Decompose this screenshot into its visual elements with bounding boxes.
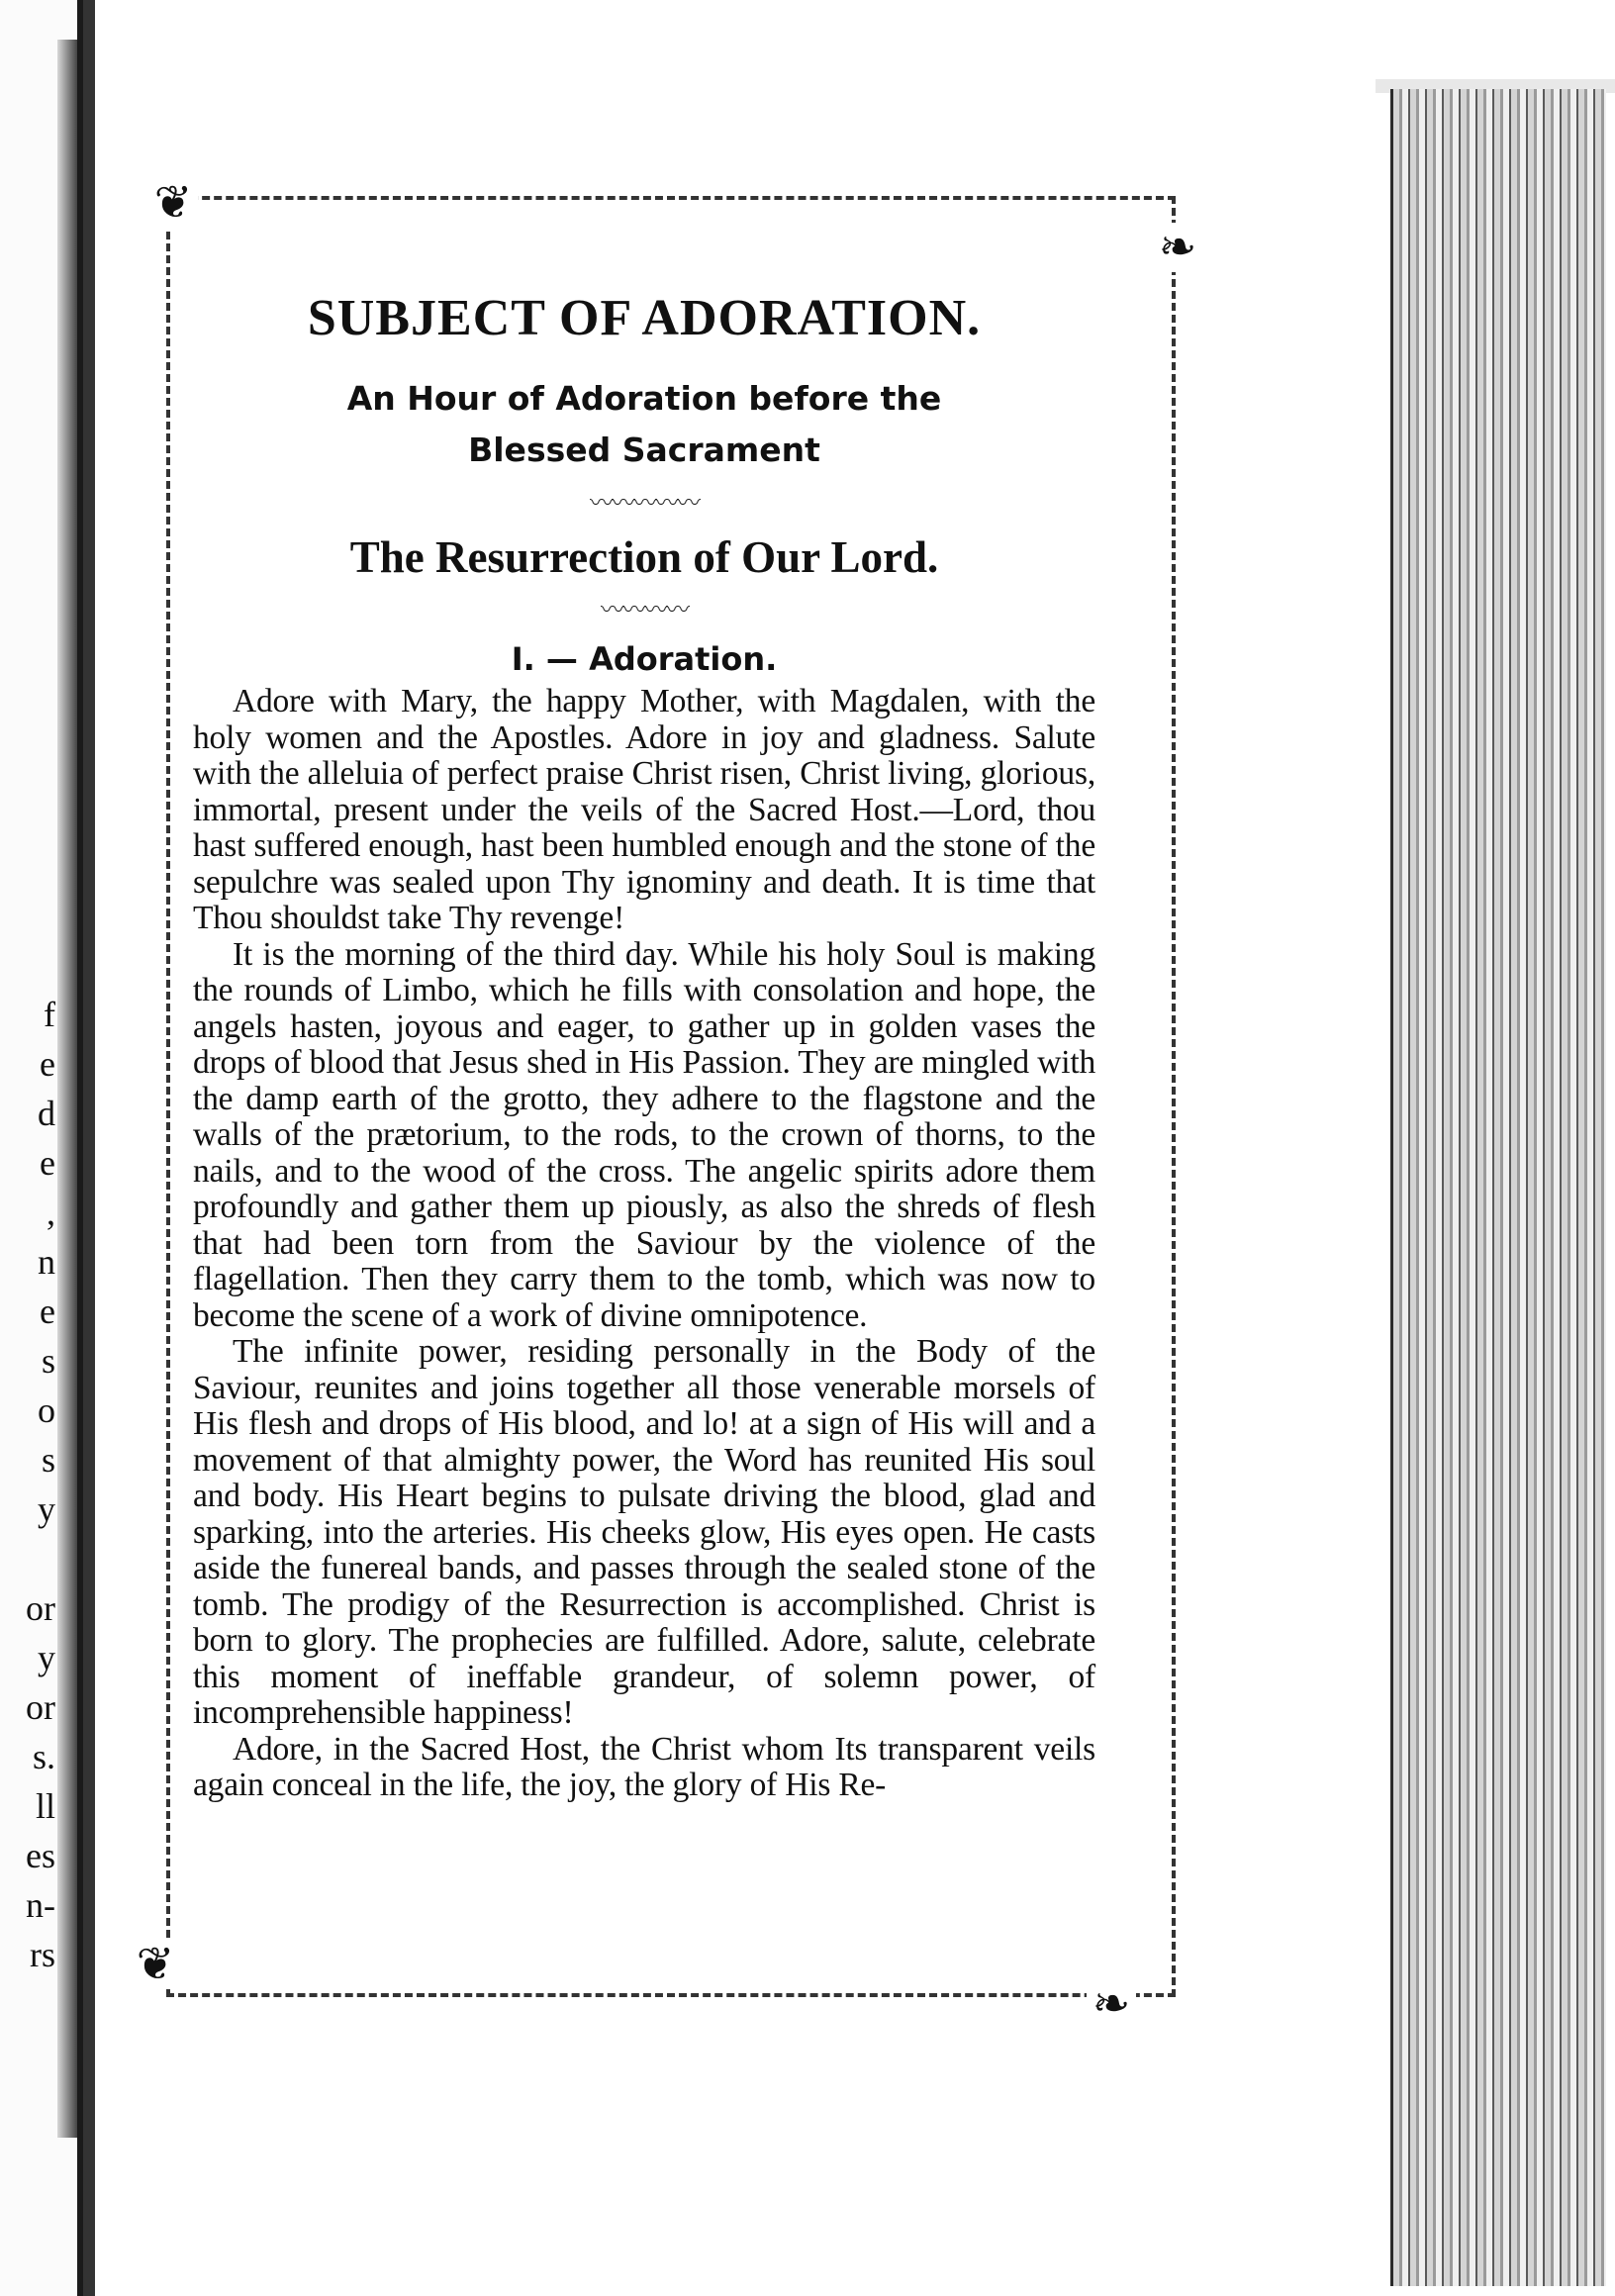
corner-ornament-icon: ❦ (131, 1940, 180, 1989)
left-page-letter: e (40, 1143, 55, 1183)
page-content (193, 289, 1095, 1804)
left-page-letter: o (38, 1390, 55, 1430)
left-page-letter: f (44, 995, 55, 1034)
left-page-letter: or (26, 1687, 55, 1727)
page-edges (1390, 89, 1606, 2286)
corner-ornament-icon: ❧ (1153, 223, 1202, 272)
left-page-letter: , (47, 1193, 55, 1232)
paragraph: It is the morning of the third day. While his holy Soul is making the rounds of Limbo, which he fills with consolation and hope, the angels hasten, joyous and eager, to gather up in golden vases the drops of blood that Jesus shed in His Passion. They are mingled with the damp earth of the grotto, they adhere to the flagstone and the walls of the prætorium, to the rods, to the crown of thorns, to the nails, and to the wood of the cross. The angelic spirits adore them profoundly and gather them up piously, as also the shreds of flesh that had been torn from the Saviour by the violence of the flagellation. Then they carry them to the tomb, which was now to become the scene of a work of divine omnipotence. (193, 935, 1095, 1334)
left-page-letter: e (40, 1292, 55, 1331)
corner-ornament-icon: ❦ (148, 178, 198, 228)
subtitle-line-2: Blessed Sacrament (468, 430, 820, 469)
divider-ornament: 〰〰〰〰 (601, 598, 688, 623)
left-page-letter: e (40, 1044, 55, 1084)
section-title: The Resurrection of Our Lord. (349, 532, 939, 582)
left-page-letter: y (38, 1638, 55, 1677)
paragraph: Adore, in the Sacred Host, the Christ whom Its transparent veils again conceal in the life, the joy, the glory of His Re- (193, 1730, 1095, 1803)
left-page-letter: or (26, 1588, 55, 1628)
left-page-letter: n (38, 1242, 55, 1282)
corner-ornament-icon: ❧ (1087, 1979, 1136, 2029)
left-page-edge (0, 0, 83, 2296)
left-page-letter: rs (30, 1935, 55, 1974)
left-page-letter: es (26, 1836, 55, 1875)
left-page-letter: n- (26, 1885, 55, 1925)
left-page-letters (0, 990, 55, 1979)
paragraph: Adore with Mary, the happy Mother, with Magdalen, with the holy women and the Apostles. Adore in joy and gladness. Salute with the alleluia of perfect praise Christ risen, Christ living, glorious, immortal, present under the veils of the Sacred Host.—Lord, thou hast suffered enough, hast been humbled enough and the stone of the sepulchre was sealed upon Thy ignominy and death. It is time that Thou shouldst take Thy revenge! (193, 683, 1095, 936)
section-heading: I. — Adoration. (511, 640, 778, 678)
left-page-letter: s. (32, 1737, 55, 1776)
divider-ornament: 〰〰〰〰〰 (590, 491, 699, 517)
left-page-letter (0, 1534, 55, 1583)
left-page-letter: d (38, 1094, 55, 1133)
subtitle-line-1: An Hour of Adoration before the (346, 379, 942, 418)
paragraph: The infinite power, residing personally in the Body of the Saviour, reunites and joins together all those venerable morsels of His flesh and drops of His blood, and lo! at a sign of His will and a movement of that almighty power, the Word has reunited His soul and body. His Heart begins to pulsate driving the blood, glad and sparking, into the arteries. His cheeks glow, His eyes open. He casts aside the funereal bands, and passes through the sealed stone of the tomb. The prodigy of the Resurrection is accomplished. Christ is born to glory. The prophecies are fulfilled. Adore, salute, celebrate this moment of ineffable grandeur, of solemn power, of incomprehensible happiness! (193, 1333, 1095, 1731)
left-page-letter: s (41, 1341, 55, 1381)
page-title: SUBJECT OF ADORATION. (307, 290, 982, 346)
left-page-letter: ll (35, 1786, 55, 1826)
left-page-letter: s (41, 1440, 55, 1480)
spine-shadow (57, 40, 77, 2138)
book-gutter (83, 0, 95, 2296)
left-page-letter: y (38, 1489, 55, 1529)
